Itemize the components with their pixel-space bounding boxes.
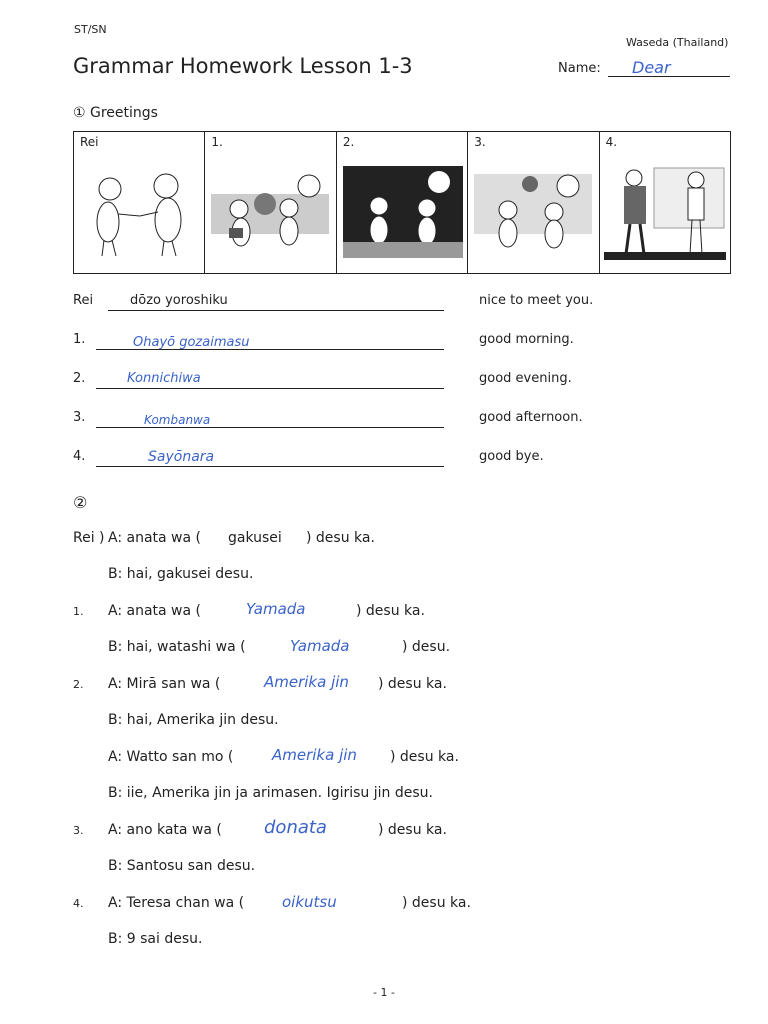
row-2-answer[interactable]: Konnichiwa [127, 371, 201, 386]
answer-line [108, 310, 444, 311]
q4-a-prefix: A: Teresa chan wa ( [108, 895, 245, 911]
picture-cell-2 [337, 132, 468, 273]
class-code: ST/SN [74, 23, 107, 36]
q2-a-prefix: A: Mirā san wa ( [108, 676, 221, 692]
rei-a-prefix: A: anata wa ( [108, 530, 201, 546]
row-rei-number: Rei [73, 293, 94, 308]
q2-a2-suffix: ) desu ka. [390, 749, 459, 765]
q1-b-suffix: ) desu. [402, 639, 451, 655]
q2-a2-answer[interactable]: Amerika jin [272, 746, 357, 764]
picture-label: 2. [342, 135, 355, 149]
q4-a-answer[interactable]: oikutsu [282, 893, 337, 911]
answer-line [96, 466, 444, 467]
q1-b-answer[interactable]: Yamada [290, 637, 350, 655]
q3-b-line: B: Santosu san desu. [108, 858, 256, 874]
picture-cell-1 [205, 132, 336, 273]
row-rei-english: nice to meet you. [479, 293, 594, 308]
section-1-heading: ① Greetings [73, 105, 158, 121]
answer-line [96, 427, 444, 428]
q1-a-answer[interactable]: Yamada [246, 600, 306, 618]
q2-b1-line: B: hai, Amerika jin desu. [108, 712, 279, 728]
afternoon-illustration [472, 164, 594, 264]
q2-b2-line: B: iie, Amerika jin ja arimasen. Igirisu jin desu. [108, 785, 433, 801]
row-4-answer[interactable]: Sayōnara [148, 449, 215, 465]
page-title: Grammar Homework Lesson 1-3 [73, 54, 413, 78]
row-3-number: 3. [73, 410, 86, 425]
q3-a-answer[interactable]: donata [264, 817, 327, 838]
q4-number: 4. [73, 897, 84, 910]
row-2-english: good evening. [479, 371, 572, 386]
q1-a-prefix: A: anata wa ( [108, 603, 201, 619]
q1-b-prefix: B: hai, watashi wa ( [108, 639, 246, 655]
picture-cell-3 [468, 132, 599, 273]
picture-cell-rei [74, 132, 205, 273]
morning-illustration [209, 164, 331, 264]
q3-a-suffix: ) desu ka. [378, 822, 447, 838]
row-rei-answer: dōzo yoroshiku [130, 293, 228, 308]
row-1-number: 1. [73, 332, 86, 347]
picture-label: Rei [80, 135, 99, 149]
q1-number: 1. [73, 605, 84, 618]
section-2-heading: ② [73, 493, 88, 512]
q2-number: 2. [73, 678, 84, 691]
q3-number: 3. [73, 824, 84, 837]
q1-a-suffix: ) desu ka. [356, 603, 425, 619]
school-name: Waseda (Thailand) [626, 36, 729, 49]
handshake-illustration [78, 164, 200, 264]
night-illustration [341, 164, 463, 264]
row-4-english: good bye. [479, 449, 544, 464]
rei-a-suffix: ) desu ka. [306, 530, 375, 546]
greetings-picture-table [73, 131, 731, 274]
rei-a-answer: gakusei [228, 530, 282, 546]
picture-label: 4. [605, 135, 618, 149]
row-3-answer[interactable]: Kombanwa [144, 413, 211, 427]
picture-label: 1. [211, 135, 223, 149]
row-3-english: good afternoon. [479, 410, 583, 425]
rei-number: Rei ) [73, 530, 105, 546]
q2-a-answer[interactable]: Amerika jin [264, 673, 349, 691]
picture-cell-4 [600, 132, 730, 273]
row-1-answer[interactable]: Ohayō gozaimasu [133, 335, 250, 350]
q2-a2-prefix: A: Watto san mo ( [108, 749, 234, 765]
name-value: Dear [632, 58, 671, 77]
q3-a-prefix: A: ano kata wa ( [108, 822, 222, 838]
answer-line [96, 388, 444, 389]
goodbye-illustration [604, 164, 726, 264]
q4-a-suffix: ) desu ka. [402, 895, 471, 911]
q4-b-line: B: 9 sai desu. [108, 931, 203, 947]
row-2-number: 2. [73, 371, 86, 386]
rei-b-line: B: hai, gakusei desu. [108, 566, 254, 582]
page-number: - 1 - [373, 986, 395, 999]
row-1-english: good morning. [479, 332, 574, 347]
name-label: Name: [558, 61, 601, 76]
row-4-number: 4. [73, 449, 86, 464]
q2-a-suffix: ) desu ka. [378, 676, 447, 692]
picture-label: 3. [474, 135, 486, 149]
